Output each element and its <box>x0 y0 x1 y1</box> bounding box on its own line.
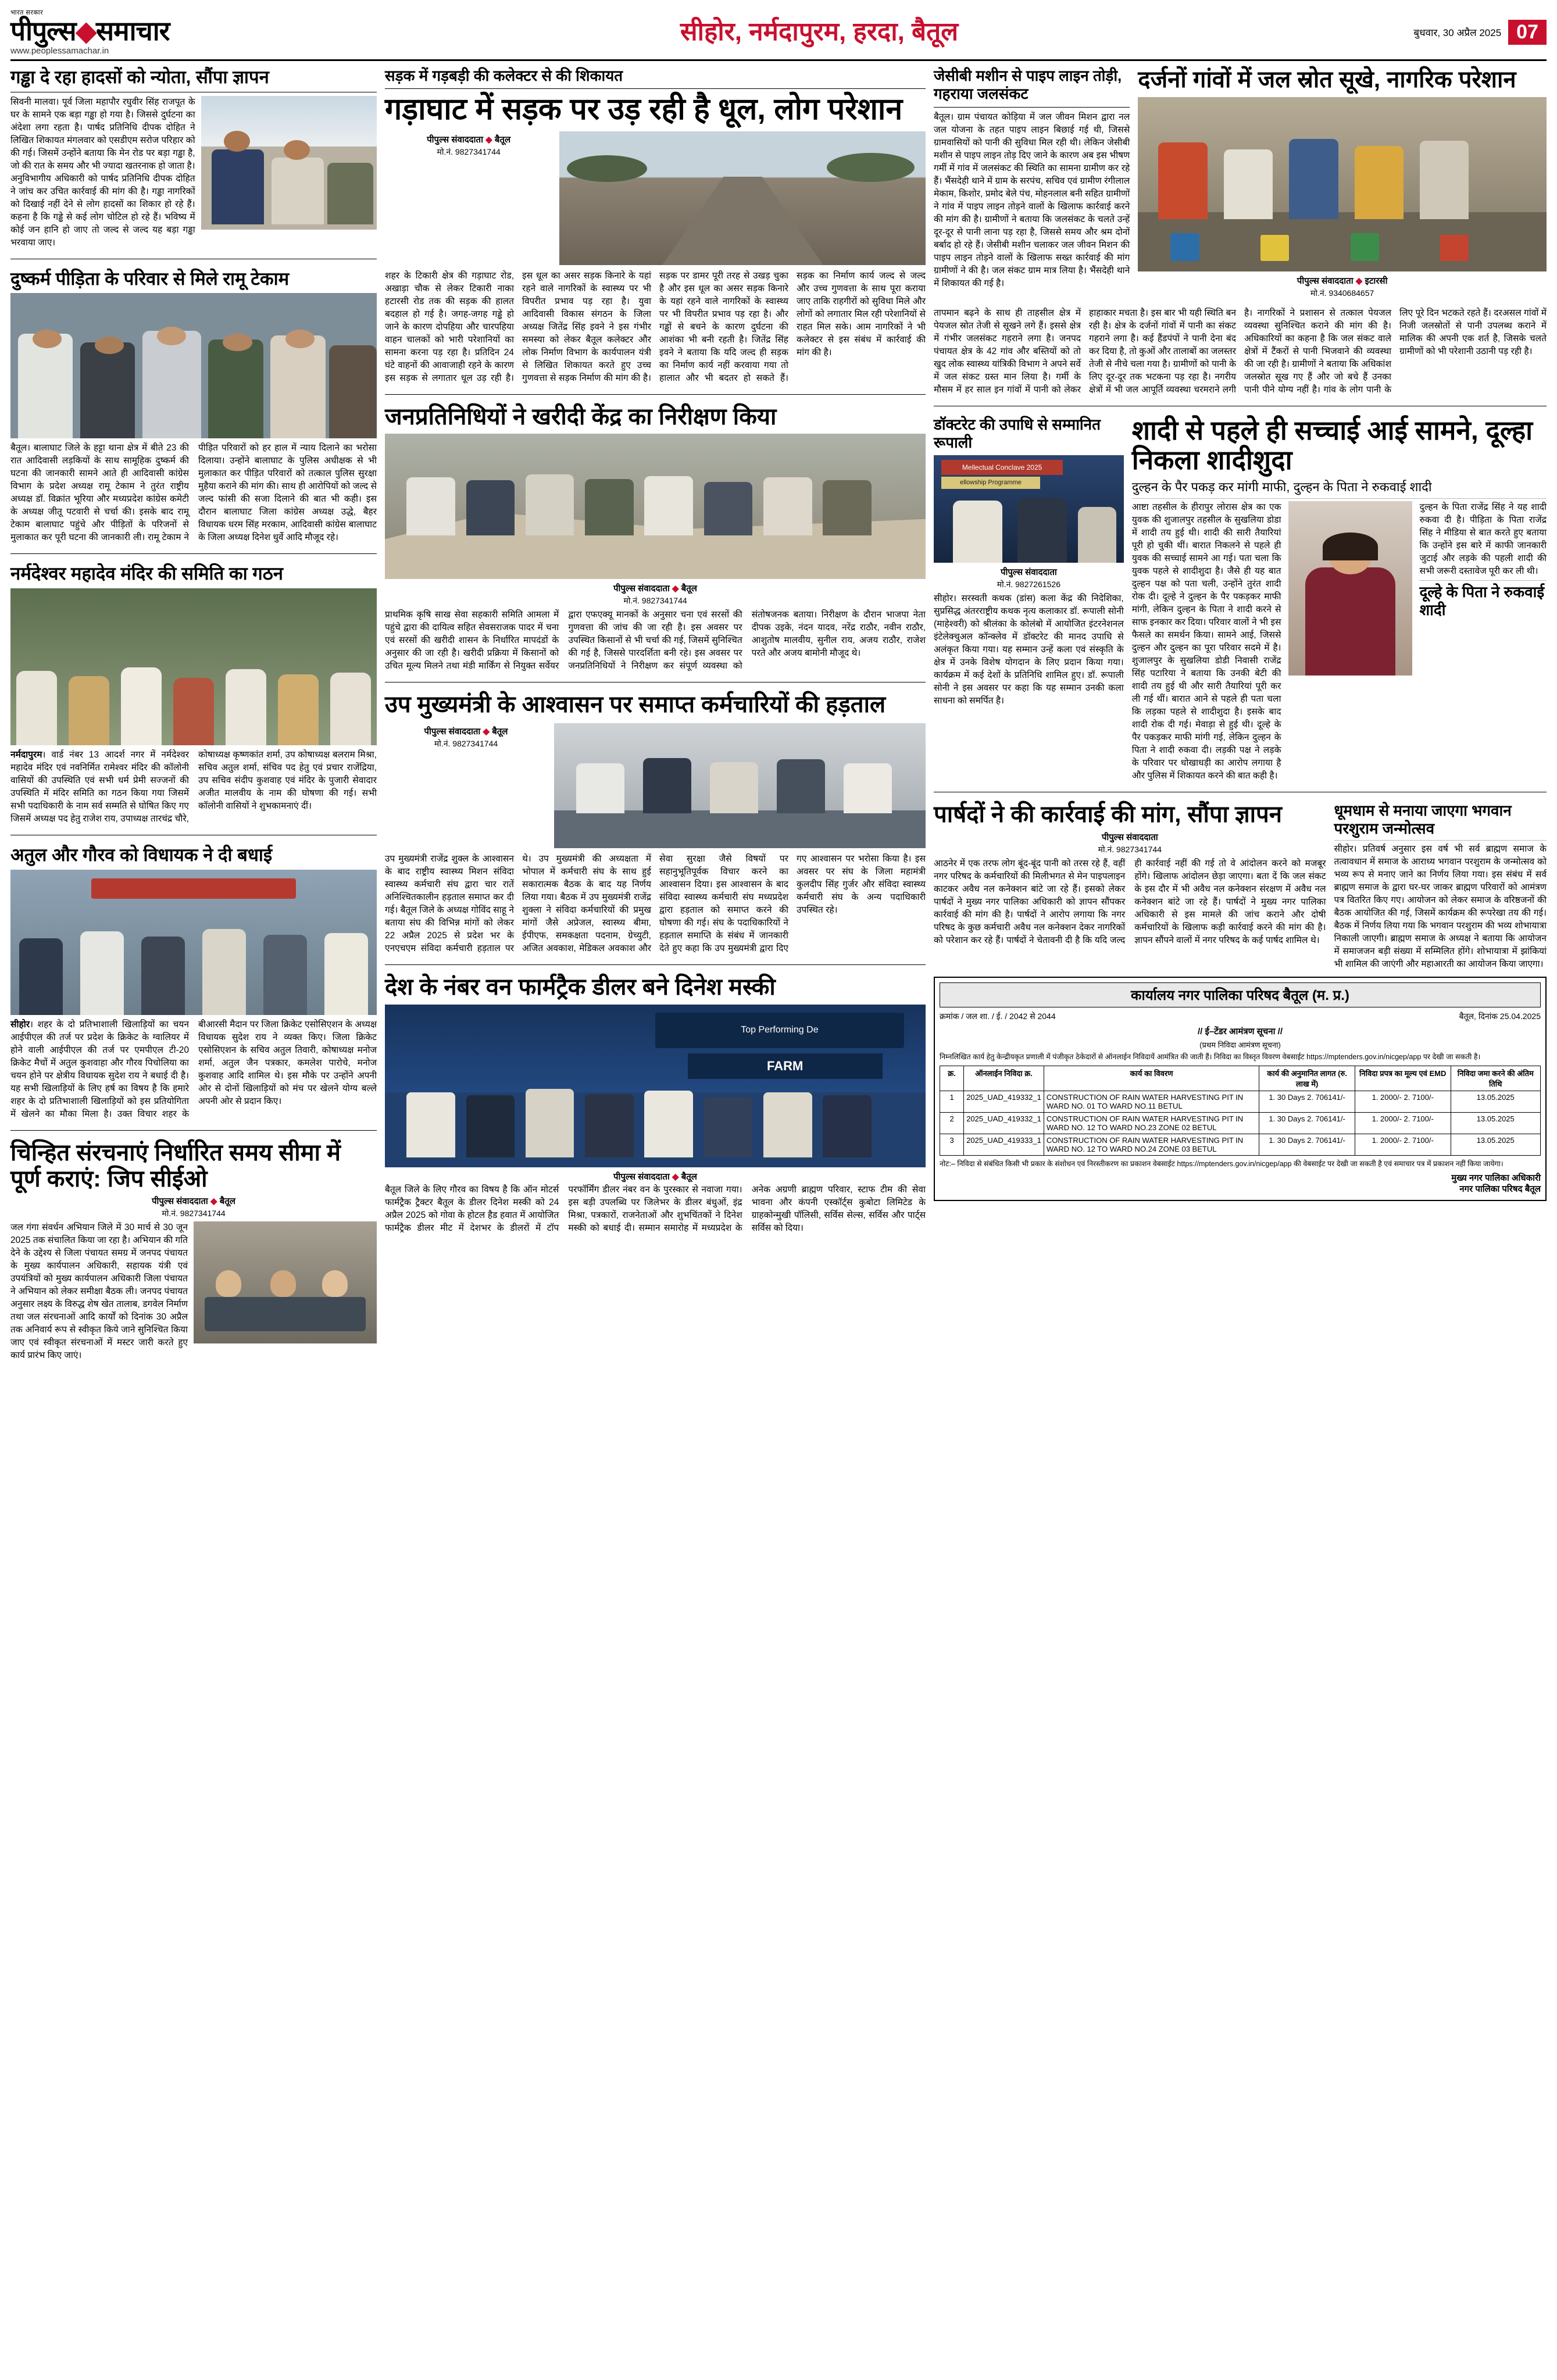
sign-line-1: मुख्य नगर पालिका अधिकारी <box>1451 1173 1541 1183</box>
byline-source: पीपुल्स संवाददाता <box>613 1171 670 1182</box>
article-headline: गड्ढा दे रहा हादसों को न्योता, सौंपा ज्ञापन <box>10 67 269 88</box>
article-byline <box>10 1195 377 1207</box>
article-gaddha-hadsa <box>10 67 377 249</box>
article-photo-bride <box>1288 501 1413 782</box>
article-headline: दुष्कर्म पीड़िता के परिवार से मिले रामू टेकाम <box>10 268 290 289</box>
cell-emd: 1. 2000/- 2. 7100/- <box>1355 1091 1451 1112</box>
table-header-row <box>940 1066 1541 1091</box>
photo-banner-text-2: FARM <box>767 1058 804 1073</box>
article-byline <box>385 1171 926 1182</box>
cell-cost: 1. 30 Days 2. 706141/- <box>1259 1091 1355 1112</box>
article-body: सीहोर। सरस्वती कथक (डांस) कला केंद्र की निदेशिका, सुप्रसिद्ध अंतरराष्ट्रीय कथक नृत्य कलाकार डॉ. रूपाली सोनी (माहेश्वरी) को श्रीलंका के कोलंबो में आयोजित इंटरनेशनल इंटेलेक्चुअल कॉन्क्लेव में डॉक्टरेट की मानद उपाधि से अलंकृत किया गया। यह सम्मान उन्हें कला एवं संस्कृति के क्षेत्र में उनके विशेष योगदान के लिए प्रदान किया गया। कार्यक्रम में कई देशों के प्रतिनिधि शामिल हुए। डॉ. रूपाली सोनी ने इस अवसर पर कहा कि यह सम्मान उनकी कला साधना को समर्पित है। <box>934 594 1124 706</box>
article-photo <box>385 1005 926 1167</box>
masthead <box>10 8 1547 61</box>
notice-ref-left: क्रमांक / जल शा. / ई. / 2042 से 2044 <box>940 1011 1056 1021</box>
masthead-brand <box>10 17 284 45</box>
byline-city: बैतूल <box>681 584 697 594</box>
notice-center-title: // ई–टेंडर आमंत्रण सूचना // <box>1197 1026 1283 1037</box>
cell-work: CONSTRUCTION OF RAIN WATER HARVESTING PIT IN WARD NO. 12 TO WARD NO.23 ZONE 02 BETUL <box>1044 1112 1259 1134</box>
byline-phone: मो.नं. 9827341744 <box>162 1208 226 1218</box>
article-photo <box>10 588 377 745</box>
byline-city: बैतूल <box>681 1171 697 1182</box>
article-photo <box>10 870 377 1015</box>
byline-phone: मो.नं. 9340684657 <box>1310 288 1374 298</box>
photo-badge-1: Mellectual Conclave 2025 <box>962 463 1042 471</box>
byline-source: पीपुल्स संवाददाता <box>427 134 483 145</box>
article-body: शहर के टिकारी क्षेत्र की गड़ाघाट रोड, अखाड़ा चौक से लेकर टिकारी नाका हटारसी रोड तक की सड़क की हालत बदहाल हो गई है। जगह-जगह गड्ढे हो जाने के कारण दोपहिया और चारपहिया वाहन चालकों को भारी परेशानियों का सामना करना पड़ रहा है। प्रतिदिन 24 घंटे वाहनों की आवाजाही रहने के कारण इस सड़क से लगातार धूल उड़ रही है। इस धूल का असर सड़क किनारे के यहां रहने वाले नागरिकों के स्वास्थ्य पर भी विपरीत प्रभाव पड़ रहा है। युवा आदिवासी विकास संगठन के जिला अध्यक्ष जितेंद्र सिंह इवने ने इस गंभीर समस्या को लेकर बैतूल कलेक्टर और लोक निर्माण विभाग के कार्यपालन यंत्री से लिखित शिकायत करते हुए उच्च गुणवत्ता से सड़क निर्माण की मांग की है। सड़क पर डामर पूरी तरह से उखड़ चुका है और इस धूल का असर सड़क किनारे के यहां रहने वाले नागरिकों के स्वास्थ्य पर भी विपरीत प्रभाव पड़ रहा है। और गड्ढों से बचने के कारण दुर्घटना की आशंका भी बनी रहती है। जितेंद्र सिंह इवने ने बताया कि यदि जल्द ही सड़क का निर्माण कार्य नहीं करवाया गया तो हालात और भी बदतर हो सकते हैं। सड़क का निर्माण कार्य जल्द से जल्द और उच्च गुणवत्ता के साथ पूरा कराया जाए ताकि राहगीरों को सुविधा मिले और लोगों को लगातार मिल रही परेशानियों से राहत मिल सके। आम नागरिकों ने भी कलेक्टर से इस संबंध में कार्रवाई की मांग की है। <box>385 270 926 383</box>
byline-phone: मो.नं. 9827341744 <box>437 146 501 156</box>
article-subhead-groom: दूल्हे के पिता ने रुकवाई शादी <box>1419 583 1545 619</box>
cell-work: CONSTRUCTION OF RAIN WATER HARVESTING PIT IN WARD NO. 01 TO WARD NO.11 BETUL <box>1044 1091 1259 1112</box>
masthead-logo <box>10 8 284 56</box>
photo-badge-2: ellowship Programme <box>960 479 1022 487</box>
article-body: उप मुख्यमंत्री राजेंद्र शुक्ल के आश्वासन के बाद राष्ट्रीय स्वास्थ्य मिशन संविदा स्वास्थ्य कर्मचारी संघ द्वारा चार रातें अनिश्चितकालीन हड़ताल समाप्त कर दी गई। बैतूल जिले के अध्यक्ष गोविंद साहू ने बताया संघ की विभिन्न मांगों को लेकर 22 अप्रैल 2025 से प्रदेश भर के एनएचएम संविदा कर्मचारी हड़ताल पर थे। उप मुख्यमंत्री की अध्यक्षता में भोपाल में कर्मचारी संघ के साथ हुई सकारात्मक बैठक के बाद यह निर्णय लिया गया। बैठक में उप मुख्यमंत्री राजेंद्र शुक्ला ने संविदा कर्मचारियों की प्रमुख मांगों जैसे अप्रेजल, स्वास्थ्य बीमा, ईपीएफ, समकक्षता पदनाम, ग्रेच्युटी, अजित अवकाश, मेडिकल अवकाश और सेवा सुरक्षा जैसे विषयों पर सहानुभूतिपूर्वक विचार करने का आश्वासन दिया। इस आश्वासन के बाद संविदा स्वास्थ्य कर्मचारी संघ मध्यप्रदेश द्वारा हड़ताल को समाप्त करने की घोषणा की गई। संघ के पदाधिकारियों ने हड़ताल समाप्ति के संबंध में जानकारी देते हुए कहा कि उप मुख्यमंत्री द्वारा दिए गए आश्वासन पर भरोसा किया है। इस अवसर पर संघ के जिला महामंत्री कुलदीप सिंह गुर्जर और संविदा स्वास्थ्य कर्मचारी संघ के अन्य पदाधिकारी उपस्थित रहे। <box>385 853 926 953</box>
notice-office-title: कार्यालय नगर पालिका परिषद बैतूल (म. प्र.) <box>940 982 1541 1007</box>
article-headline: चिन्हित संरचनाएं निर्धारित समय सीमा में पूर्ण कराएं: जिप सीईओ <box>10 1139 341 1192</box>
masthead-date: बुधवार, 30 अप्रैल 2025 <box>1413 27 1502 38</box>
masthead-center <box>284 18 1355 46</box>
article-photo <box>1138 97 1547 271</box>
article-doctorate <box>934 416 1124 782</box>
masthead-cities: सीहोर, नर्मदापुरम, हरदा, बैतूल <box>680 17 959 46</box>
th-work: कार्य का विवरण <box>1044 1066 1259 1091</box>
article-subheadline: दुल्हन के पैर पकड़ कर मांगी माफी, दुल्हन के पिता ने रुकवाई शादी <box>1131 479 1432 494</box>
masthead-right <box>1355 20 1547 45</box>
article-headline: नर्मदेश्वर महादेव मंदिर की समिति का गठन <box>10 563 283 584</box>
article-headline: शादी से पहले ही सच्चाई आई सामने, दूल्हा निकला शादीशुदा <box>1131 414 1533 476</box>
article-byline <box>385 726 547 737</box>
cell-tender-no: 2025_UAD_419332_1 <box>964 1112 1044 1134</box>
cell-sn: 1 <box>940 1091 964 1112</box>
article-body-part2: दुल्हन के पिता राजेंद्र सिंह ने यह शादी रुकवा दी है। पीड़िता के पिता राजेंद्र सिंह ने मीडिया से बात करते हुए बताया कि उन्होंने इस बारे में काफी जानकारी जुटाई और लड़के की पहली शादी की सभी जरूरी दस्तावेज पूरी कर ली थी। <box>1419 502 1547 576</box>
article-parshad-karyavahi <box>934 802 1326 971</box>
masthead-website: www.peoplessamachar.in <box>10 46 109 56</box>
table-row <box>940 1091 1541 1112</box>
masthead-tiny-text: भारत सरकार <box>10 9 44 16</box>
article-photo <box>934 455 1124 563</box>
brand-part-1: पीपुल्स <box>10 16 76 46</box>
article-headline: देश के नंबर वन फार्मट्रैक डीलर बने दिनेश मस्की <box>385 974 776 1000</box>
sign-line-2: नगर पालिका परिषद बैतूल <box>1459 1184 1541 1195</box>
article-gadaghat-dhool <box>385 67 926 384</box>
article-byline <box>385 134 552 145</box>
brand-part-2: समाचार <box>95 16 170 46</box>
cell-cost: 1. 30 Days 2. 706141/- <box>1259 1112 1355 1134</box>
article-narmadeshwar-mandir <box>10 563 377 826</box>
cell-emd: 1. 2000/- 2. 7100/- <box>1355 1112 1451 1134</box>
byline-dot-icon: ◆ <box>672 1171 679 1182</box>
article-photo <box>10 293 377 438</box>
article-headline: उप मुख्यमंत्री के आश्वासन पर समाप्त कर्मचारियों की हड़ताल <box>385 692 886 718</box>
article-byline <box>385 583 926 594</box>
cell-cost: 1. 30 Days 2. 706141/- <box>1259 1134 1355 1155</box>
byline-dot-icon: ◆ <box>1355 276 1363 286</box>
article-headline: पार्षदों ने की कार्रवाई की मांग, सौंपा ज्ञापन <box>934 801 1282 827</box>
article-shaadi <box>1132 416 1547 782</box>
byline-city: बैतूल <box>492 726 508 737</box>
photo-banner-text-1: Top Performing De <box>741 1025 819 1035</box>
notice-footnote: नोट:– निविदा से संबंधित किसी भी प्रकार के संशोधन एवं निरस्तीकरण का प्रकाशन वेबसाईट https://mptenders.gov.in/nicgep/app की वेबसाईट पर देखी जा सकती है एवं समाचार पत्र में प्रकाशन नहीं किया जायेगा। <box>940 1159 1504 1168</box>
th-last-date: निविदा जमा करने की अंतिम तिथि <box>1451 1066 1541 1091</box>
article-atul-gaurav <box>10 845 377 1121</box>
article-byline <box>934 566 1124 578</box>
table-row <box>940 1134 1541 1155</box>
notice-signature <box>940 1173 1541 1195</box>
article-body: जल गंगा संवर्धन अभियान जिले में 30 मार्च से 30 जून 2025 तक संचालित किया जा रहा है। अभियान की गति देने के उद्देश्य से जिला पंचायत समग्र में जनपद पंचायत के मुख्य कार्यपालन अधिकारी, सहायक यंत्री एवं उपयंत्रियों को मुख्य कार्यपालन अधिकारी जिला पंचायत ने अभियान को लेकर समीक्षा बैठक ली। जनपद पंचायत अनुसार लक्ष्य के विरुद्ध शेष खेत तालाब, डगवेल निर्माण तथा जल संरचनाओं आदि कार्यों को दिनांक 30 अप्रैल तक अनिवार्य रूप से स्वीकृत किये जाने सुनिश्चित किया जाए एवं स्वीकृत संरचनाओं में मस्टर जारी करते हुए कार्य प्रारंभ किए जाएं। <box>10 1222 188 1360</box>
byline-source: पीपुल्स संवाददाता <box>152 1196 208 1206</box>
article-kicker: डॉक्टरेट की उपाधि से सम्मानित रूपाली <box>934 415 1101 452</box>
article-kicker-jcb: जेसीबी मशीन से पाइप लाइन तोड़ी, गहराया जलसंकट <box>934 67 1122 103</box>
article-body: सीहोर। प्रतिवर्ष अनुसार इस वर्ष भी सर्व ब्राह्मण समाज के तत्वावधान में समाज के आराध्य भगवान परशुराम के जन्मोत्सव को भव्य रूप से मनाए जाने का निर्णय लिया गया। इस संबंध में सर्व ब्राह्मण समाज के द्वारा घर-घर जाकर ब्राह्मण परिवारों को आमंत्रण पत्र वितरित किए गए। आयोजन को लेकर समाज के वरिष्ठजनों की बैठक आयोजित की गई, जिसमें कार्यक्रम की रूपरेखा तय की गई। बैठक में निर्णय लिया गया कि भगवान परशुराम की भव्य शोभायात्रा निकाली जाएगी। ब्राह्मण समाज के अध्यक्ष ने बताया कि आयोजन में समाजजन बड़ी संख्या में सम्मिलित होंगे। शोभायात्रा में झांकियां भी शामिल की जाएंगी और महाआरती का आयोजन किया जाएगा। <box>1334 844 1547 969</box>
article-dushkarm-peedit <box>10 269 377 545</box>
byline-source: पीपुल्स संवाददाता <box>424 726 481 737</box>
byline-source: पीपुल्स संवाददाता <box>1000 567 1057 578</box>
byline-phone: मो.नं. 9827341744 <box>623 596 687 606</box>
byline-phone: मो.नं. 9827341744 <box>434 738 498 748</box>
byline-dot-icon: ◆ <box>483 726 490 737</box>
byline-dot-icon: ◆ <box>672 584 679 594</box>
brand-diamond: ◆ <box>76 16 96 46</box>
notice-center-sub: (प्रथम निविदा आमंत्रण सूचना) <box>1199 1040 1281 1049</box>
article-farmtrac-dealer <box>385 974 926 1235</box>
byline-phone: मो.नं. 9827261526 <box>997 580 1061 589</box>
column-2 <box>385 67 926 1362</box>
article-photo <box>554 723 926 848</box>
th-sn: क्र. <box>940 1066 964 1091</box>
article-body: प्राथमिक कृषि साख सेवा सहकारी समिति आमला में पहुंचे द्वारा की दायित्व सहित सेवसराजक पादर में चना एवं सरसों की खरीदी शासन के निर्धारित मापदंडों के अनुसार की जा रही है। खरीदी प्रक्रिया में किसानों को उचित मूल्य मिलने तथा मंडी मार्किंग से नियुक्त सर्वेयर द्वारा एफएक्यू मानकों के अनुसार चना एवं सरसों की गुणवत्ता की जांच की जा रही है। इस अवसर पर उपस्थित किसानों से भी चर्चा की गई, जिसमें सुनिश्चित की गई है, जिससे पारदर्शिता बनी रहे। इस अवसर पर जनप्रतिनिधियों ने निरीक्षण कर संपूर्ण व्यवस्था को संतोषजनक बताया। निरीक्षण के दौरान भाजपा नेता दीपक उइके, नंदन यादव, नरेंद्र राठौर, नवीन राठौर, आशुतोष मालवीय, सुनील राय, अजय राठौर, राजेश परते और अजय बामोनी मौजूद थे। <box>385 610 926 671</box>
byline-source: पीपुल्स संवाददाता <box>1101 832 1158 843</box>
article-parshuram-janmotsav <box>1334 802 1547 971</box>
article-byline <box>934 831 1326 843</box>
tender-notice <box>934 977 1547 1201</box>
cell-emd: 1. 2000/- 2. 7100/- <box>1355 1134 1451 1155</box>
cell-sn: 3 <box>940 1134 964 1155</box>
article-body: सिवनी मालवा। पूर्व जिला महापौर रघुवीर सिंह राजपूत के घर के सामने एक बड़ा गड्ढा हो गया है। जिससे दुर्घटना का अंदेशा लगा रहता है। पार्षद प्रतिनिधि दीपक दोहित ने लिखित शिकायत मंगलवार को एसडीएम सरोज परिहार को की गई। जिसमें उन्होंने बताया कि मेन रोड पर बड़ा गड्ढा है, जो की रात के समय और भी ज्यादा खतरनाक हो जाता है। अनुविभागीय अधिकारी को पार्षद प्रतिनिधि दीपक दोहित ने जांच कर उचित कार्रवाई की मांग की है। गड्ढा नागरिकों को दिखाई नहीं देने से लोग हादसों का शिकार हो रहे हैं। कहना है कि गड्ढे से कई लोग चोटिल हो रहे हैं। भविष्य में कोई जन हानि हो जाए तो जल्द से जल्द यह बड़ा गड्ढा भरवाया जाए। <box>10 97 195 248</box>
th-tender-no: ऑनलाईन निविदा क्र. <box>964 1066 1044 1091</box>
article-kicker: सड़क में गड़बड़ी की कलेक्टर से की शिकायत <box>385 67 623 85</box>
article-dateline: नर्मदापुरम <box>10 750 42 760</box>
byline-dot-icon: ◆ <box>210 1196 217 1206</box>
article-body: बैतूल। बालाघाट जिले के हट्टा थाना क्षेत्र में बीते 23 की रात आदिवासी लड़कियों के साथ सामूहिक दुष्कर्म की घटना की जानकारी सामने आते ही आदिवासी कांग्रेस विभाग के प्रदेश अध्यक्ष रामू टेकाम ने तुरंत राष्ट्रीय अध्यक्ष डॉ. विक्रांत भूरिया और मध्यप्रदेश कांग्रेस कमेटी के अध्यक्ष जीतू पटवारी से चर्चा की। इसके बाद रामू टेकाम बालाघाट पहुंचे और पीड़ितों के परिजनों से मुलाकात कर पूरी घटना की जानकारी ली। रामू टेकाम ने पीड़ित परिवारों को हर हाल में न्याय दिलाने का भरोसा दिलाया। उन्होंने बालाघाट के पुलिस अधीक्षक से भी मुलाकात कर पीड़ित परिवारों को तत्काल पुलिस सुरक्षा मुहैया कराने की मांग की। साथ ही आरोपियों को जल्द से जल्द फांसी की सजा दिलाने की बात भी कही। इस दौरान बालाघाट जिला कांग्रेस अध्यक्ष उद्धे, बैहर विधायक धरम सिंह मरकाम, आदिवासी कांग्रेस बालाघाट के जिला अध्यक्ष दिनेश धुर्वे आदि मौजूद रहे। <box>10 443 377 543</box>
article-headline: गड़ाघाट में सड़क पर उड़ रही है धूल, लोग परेशान <box>385 92 903 127</box>
cell-last-date: 13.05.2025 <box>1451 1112 1541 1134</box>
column-1 <box>10 67 377 1362</box>
article-body-jcb: बैतूल। ग्राम पंचायत कोड़िया में जल जीवन मिशन द्वारा नल जल योजना के तहत पाइप लाइन बिछाई गई थी, जिससे ग्रामवासियों को पानी की सुविधा मिल रही थी। लेकिन जेसीबी मशीन से पाइप लाइन तोड़ दिए जाने के कारण अब इस भीषण गर्मी में गांव में जलसंकट की स्थिति का सामना ग्रामीण कर रहे हैं। भैंसदेही थाने में ग्राम के सरपंच, सचिव एवं ग्रामीण रंगीलाल मेकाम, किशोर, प्रमोद बेले पंच, मोहनलाल बनी सहित ग्रामीणों ने गांव में पाइप लाइन तोड़ने वालों के खिलाफ कार्रवाई करने की मांग की है। ग्रामीणों ने बताया कि जलसंकट के चलते उन्हें दूर-दूर से पानी लाना पड़ रहा है, जिससे समय और श्रम दोनों बर्बाद हो रहे हैं। जेसीबी मशीन चलाकर जल जीवन मिशन की पाइप लाइन तोड़ने वालों के खिलाफ सख्त कार्रवाई की मांग ग्रामीणों ने की है। जल संकट ग्राम मात्र लिया है। भैंसदेही थाने में शिकायत की गई है। <box>934 112 1130 288</box>
article-photo <box>201 96 377 249</box>
article-headline: अतुल और गौरव को विधायक ने दी बधाई <box>10 845 273 866</box>
th-cost: कार्य की अनुमानित लागत (रु. लाख में) <box>1259 1066 1355 1091</box>
notice-intro: निम्नलिखित कार्य हेतु केन्द्रीयकृत प्रणाली में पंजीकृत ठेकेदारों से ऑनलाईन निविदायें आमंत्रित की जाती हैं। निविदा का विस्तृत विवरण वेबसाईट https://mptenders.gov.in/nicgep/app पर देखी जा सकती है। <box>940 1052 1481 1061</box>
article-headline: जनप्रतिनिधियों ने खरीदी केंद्र का निरीक्षण किया <box>385 403 777 430</box>
article-photo <box>194 1221 377 1362</box>
cell-last-date: 13.05.2025 <box>1451 1134 1541 1155</box>
page-number: 07 <box>1508 20 1547 45</box>
byline-phone: मो.नं. 9827341744 <box>1098 845 1162 855</box>
cell-last-date: 13.05.2025 <box>1451 1091 1541 1112</box>
cell-tender-no: 2025_UAD_419333_1 <box>964 1134 1044 1155</box>
article-janpratinidhi-kharidi-kendra <box>385 404 926 673</box>
byline-source: पीपुल्स संवाददाता <box>1297 276 1354 286</box>
article-body-jalsrot: तापमान बढ़ने के साथ ही ताहसील क्षेत्र में पेयजल स्रोत तेजी से सूखने लगे हैं। इससे क्षेत्र में गंभीर जलसंकट गहराने लगा है। जनपद पंचायत क्षेत्र के 42 गांव और बस्तियों को तो खुद लोक स्वास्थ्य यांत्रिकी विभाग ने अपने सर्वे में जल संकट ग्रस्त मान लिया है। गर्मी के मौसम में हर साल इन गांवों में पानी को लेकर हाहाकार मचता है। इस बार भी यही स्थिति बन रही है। क्षेत्र के दर्जनों गांवों में पानी का संकट गहराने लगा है। कई हैंडपंपों ने पानी देना बंद कर दिया है, तो कुओं और तालाबों का जलस्तर तेजी से नीचे चला गया है। ग्रामीणों को पानी के लिए दूर-दूर तक भटकना पड़ रहा है। नगरीय क्षेत्रों में भी जल आपूर्ति व्यवस्था चरमराने लगी है। नागरिकों ने प्रशासन से तत्काल पेयजल व्यवस्था सुनिश्चित कराने की मांग की है। अधिकारियों का कहना है कि जल संकट वाले क्षेत्रों में टैंकरों से पानी भिजवाने की व्यवस्था की जा रही है। ग्रामीणों ने बताया कि अधिकांश जलस्रोत सूख गए हैं और जो बचे हैं उनका पानी पीने योग्य नहीं है। गांव के लोग पानी के लिए पूरे दिन भटकते रहते हैं। दरअसल गांवों में निजी जलस्रोतों से पानी उपलब्ध कराने में मालिक की अपनी एक शर्त है, जिसके चलते ग्रामीणों को भी परेशानी उठानी पड़ रही है। <box>934 308 1547 395</box>
table-row <box>940 1112 1541 1134</box>
article-body: । वार्ड नंबर 13 आदर्श नगर में नर्मदेश्वर महादेव मंदिर एवं नवनिर्मित रामेश्वर मंदिर की कॉलोनी वासियों की उपस्थिति एवं सभी धर्म प्रेमी सज्जनों की उपस्थिति में मंदिर समिति का गठन किया गया जिसमें सभी पदाधिकारी के नाम सर्व सम्मति से घोषित किए गए जिसमें अध्यक्ष पद हेतु राजेश राय, उपाध्यक्ष तारचंद्र चौरे, कोषाध्यक्ष कृष्णकांत शर्मा, उप कोषाध्यक्ष बलराम मिश्रा, सचिव अतुल शर्मा, संचिव पद हेतु एवं प्रचार राजेंद्रिया, उप सचिव संदीप कुशवाह एवं मंदिर के पुजारी सेवादार अजीत मालवीय के नाम की घोषणा की गई। सभी कॉलोनी वासियों ने शुभकामनाएं दीं। <box>10 750 377 824</box>
byline-source: पीपुल्स संवाददाता <box>613 584 670 594</box>
th-emd: निविदा प्रपत्र का मूल्य एवं EMD <box>1355 1066 1451 1091</box>
byline-city: बैतूल <box>494 134 511 145</box>
cell-tender-no: 2025_UAD_419332_1 <box>964 1091 1044 1112</box>
column-3 <box>934 67 1547 1362</box>
article-body-part1: आष्टा तहसील के हीरापुर लोरास क्षेत्र का एक युवक की शुजालपुर तहसील के सुखलिया डोडा में शादी तय हुई थी। शादी की सारी तैयारियां पूरी हो चुकी थीं। बारात निकलने से पहले ही युवक की सच्चाई सामने आ गई। पता चला कि युवक पहले से शादीशुदा है। जैसे ही यह बात दुल्हन पक्ष को पता चली, उन्होंने तुरंत शादी रोक दी। दूल्हे ने दुल्हन के पैर पकड़कर माफी मांगी, लेकिन दुल्हन के पिता ने शादी करने से साफ इनकार कर दिया। परिवार वालों ने भी इस फैसले का समर्थन किया। सामने आई, जिससे दुल्हन और दुल्हन का पूरा परिवार सदमे में है। शुजालपुर के सुखलिया डोडी निवासी राजेंद्र सिंह पटारिया ने बताया कि उनकी बेटी की शादी तय हुई थी और सारी तैयारियां पूरी कर ली गई थीं। बारात आने से पहले ही पता चला कि लड़का पहले से शादीशुदा है। इसके बाद शादी रोक दी गई। मेवाड़ा से हुई थी। दूल्हे के पैर पकड़कर माफी मांगी गई, लेकिन दुल्हन के पिता ने शादी रुकवा दी। लड़की पक्ष ने लड़के के परिवार पर धोखाधड़ी का आरोप लगाया है और पुलिस में शिकायत करने की बात कही है। <box>1131 502 1281 781</box>
article-dateline: सीहोर <box>10 1019 30 1030</box>
article-body: । शहर के दो प्रतिभाशाली खिलाड़ियों का चयन आईपीएल की तर्ज पर प्रदेश के क्रिकेट के ग्वालियर में होने वाली आईपीएल की तर्ज पर एमपीएल टी-20 क्रिकेट मैचों में अतुल कुशवाहा और गौरव पिचोलिया का चयन होने पर क्षेत्रीय विधायक सुदेश राय ने बधाई दी है। यह सभी खिलाड़ियों के लिए हर्ष का विषय है कि हमारे शहर के दो प्रतिभाशाली खिलाड़ियों को इस प्रतियोगिता में खेलने का मौका मिला है। उक्त विचार शहर के बीआरसी मैदान पर जिला क्रिकेट एसोसिएशन के अध्यक्ष विधायक सुदेश राय ने व्यक्त किए। जिला क्रिकेट एसोसिएशन के सचिव अतुल तिवारी, कोषाध्यक्ष मनोज शर्मा, अतुल जैन पत्रकार, कमलेश पारोचे, मनोज कुशवाह आदि शामिल थे। इस मौके पर उन्होंने अपनी ओर से दोनों खिलाड़ियों को मंच पर खेलने योग्य बल्ले अपनी ओर से प्रदान किए। <box>10 1019 377 1119</box>
content-grid <box>10 67 1547 1362</box>
article-headline-jalsrot: दर्जनों गांवों में जल स्रोत सूखे, नागरिक परेशान <box>1138 67 1516 93</box>
article-chinhit-sanrachnaayein <box>10 1140 377 1362</box>
article-body: बैतूल जिले के लिए गौरव का विषय है कि ऑन मोटर्स फार्मट्रैक ट्रैक्टर बैतूल के डीलर दिनेश मस्की को 24 अप्रैल 2025 को गोवा के होटल हैड हवात में आयोजित फार्मट्रैक डीलर मीट में देशभर के डीलरों में टॉप परफॉर्मिंग डीलर नंबर वन के पुरस्कार से नवाजा गया। इस बड़ी उपलब्धि पर जिलेभर के डीलर बंधुओं, इंद्र मिश्रा, पत्रकारों, राजनेताओं और शुभचिंतकों ने दिनेश मस्की को बधाई दी। सम्मान समारोह में मध्यप्रदेश के अनेक अग्रणी ब्राह्मण परिवार, स्टाफ टीम की सेवा भावना और कंपनी एस्कॉर्ट्स कुबोटा लिमिटेड के ग्राहकोन्मुखी पॉलिसी, सर्विस सेल्स, सर्विस और पार्ट्स सर्विस को दिया। <box>385 1184 926 1233</box>
cell-work: CONSTRUCTION OF RAIN WATER HARVESTING PIT IN WARD NO. 12 TO WARD NO.24 ZONE 03 BETUL <box>1044 1134 1259 1155</box>
article-hadtal-samapt <box>385 692 926 955</box>
tender-table <box>940 1066 1541 1156</box>
byline-dot-icon: ◆ <box>485 134 492 145</box>
article-photo <box>559 131 926 265</box>
notice-ref-right: बैतूल, दिनांक 25.04.2025 <box>1459 1011 1541 1021</box>
byline-city: इटारसी <box>1365 276 1388 286</box>
article-headline: धूमधाम से मनाया जाएगा भगवान परशुराम जन्मोत्सव <box>1334 801 1512 837</box>
article-byline <box>1138 275 1547 287</box>
article-body: आठनेर में एक तरफ लोग बूंद-बूंद पानी को तरस रहे हैं, वहीं नगर परिषद के कर्मचारियों की मिलीभगत से मेन पाइपलाइन काटकर अवैध नल कनेक्शन बांटे जा रहे हैं। इसको लेकर पार्षदों ने मुख्य नगर पालिका अधिकारी को ज्ञापन सौंपकर कार्रवाई की मांग की है। पार्षदों ने आरोप लगाया कि नगर परिषद के कुछ कर्मचारी अवैध नल कनेक्शन देकर नागरिकों को परेशान कर रहे हैं। पार्षदों ने चेतावनी दी है कि यदि जल्द ही कार्रवाई नहीं की गई तो वे आंदोलन करने को मजबूर होंगे। खिलाफ आंदोलन छेड़ा जाएगा। बता दें कि जल संकट के इस दौर में भी अवैध नल कनेक्शन संरक्षण में अवैध नल कनेक्शन बांटे जा रहे हैं। पार्षदों ने मुख्य नगर पालिका अधिकारी से इस मामले की जांच कराने और दोषी कर्मचारियों के खिलाफ कड़ी कार्रवाई करने की मांग की है। ज्ञापन सौंपने वालों में नगर परिषद के कई पार्षद शामिल थे। <box>934 859 1326 946</box>
article-photo <box>385 434 926 579</box>
cell-sn: 2 <box>940 1112 964 1134</box>
byline-city: बैतूल <box>219 1196 235 1206</box>
